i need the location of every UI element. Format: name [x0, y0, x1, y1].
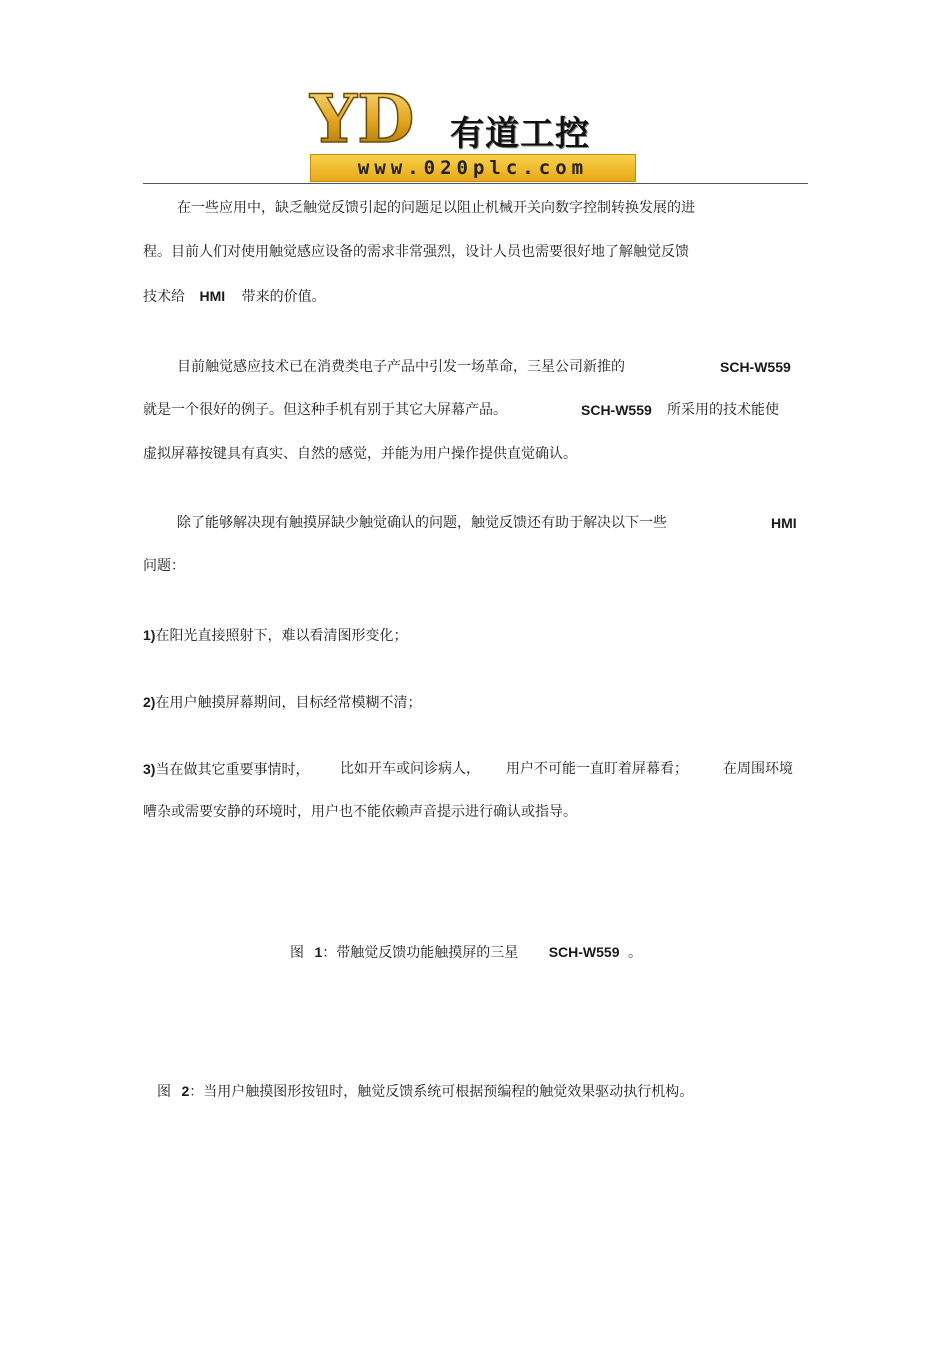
list-item: [143, 693, 421, 712]
list-item: [143, 760, 309, 779]
model-term: SCH-W559: [548, 944, 620, 960]
header-divider: [143, 183, 808, 184]
caption-text: ：带触觉反馈功能触摸屏的三星: [322, 945, 519, 961]
caption-text: ：当用户触摸图形按钮时，触觉反馈系统可根据预编程的触觉效果驱动执行机构。: [189, 1084, 694, 1100]
hmi-term: HMI: [771, 515, 797, 531]
para3-line1: 除了能够解决现有触摸屏缺少触觉确认的问题，触觉反馈还有助于解决以下一些: [177, 515, 667, 531]
list-item-number: 3): [143, 761, 156, 777]
caption-label: 图: [157, 1084, 171, 1100]
para2-line1: 目前触觉感应技术已在消费类电子产品中引发一场革命，三星公司新推的: [177, 359, 625, 375]
para2-line3: 虚拟屏幕按键具有真实、自然的感觉，并能为用户操作提供直觉确认。: [143, 446, 577, 462]
logo-chinese-name: 有道工控: [450, 114, 590, 154]
caption-label: 图: [290, 945, 304, 961]
para1-line2: 程。目前人们对使用触觉感应设备的需求非常强烈，设计人员也需要很好地了解触觉反馈: [143, 244, 689, 260]
list-item-text: 比如开车或问诊病人，: [340, 761, 480, 777]
list-item-text: 当在做其它重要事情时，: [155, 762, 310, 778]
figure-1-caption: [290, 943, 642, 962]
model-term: SCH-W559: [581, 402, 652, 418]
list-item: [143, 626, 407, 645]
list-item-text: 在周围环境: [723, 761, 793, 777]
para2-line2: 就是一个很好的例子。但这种手机有别于其它大屏幕产品。: [143, 402, 507, 418]
para1-text-end: 带来的价值。: [241, 289, 326, 305]
site-logo: [308, 82, 638, 182]
caption-number: 1: [314, 944, 323, 960]
para1-line3: [143, 287, 326, 306]
para2-line2-end: 所采用的技术能使: [667, 402, 779, 418]
list-item-number: 1): [143, 627, 156, 643]
list-item-continuation: 嘈杂或需要安静的环境时，用户也不能依赖声音提示进行确认或指导。: [143, 804, 577, 820]
para3-line2: 问题：: [143, 558, 185, 574]
para1-text: 技术给: [143, 289, 185, 305]
yd-logo-mark: [308, 82, 448, 152]
caption-end: 。: [627, 945, 642, 961]
list-item-text: 在用户触摸屏幕期间，目标经常模糊不清；: [155, 695, 422, 711]
list-item-number: 2): [143, 694, 156, 710]
model-term: SCH-W559: [720, 359, 791, 375]
logo-url: www.020plc.com: [310, 154, 636, 182]
logo-letters: YD: [310, 82, 415, 152]
list-item-text: 在阳光直接照射下，难以看清图形变化；: [155, 628, 408, 644]
para1-line1: 在一些应用中，缺乏触觉反馈引起的问题足以阻止机械开关向数字控制转换发展的进: [177, 200, 695, 216]
figure-2-caption: [157, 1082, 693, 1101]
hmi-term: HMI: [199, 288, 226, 304]
caption-number: 2: [181, 1083, 190, 1099]
list-item-text: 用户不可能一直盯着屏幕看；: [506, 761, 688, 777]
